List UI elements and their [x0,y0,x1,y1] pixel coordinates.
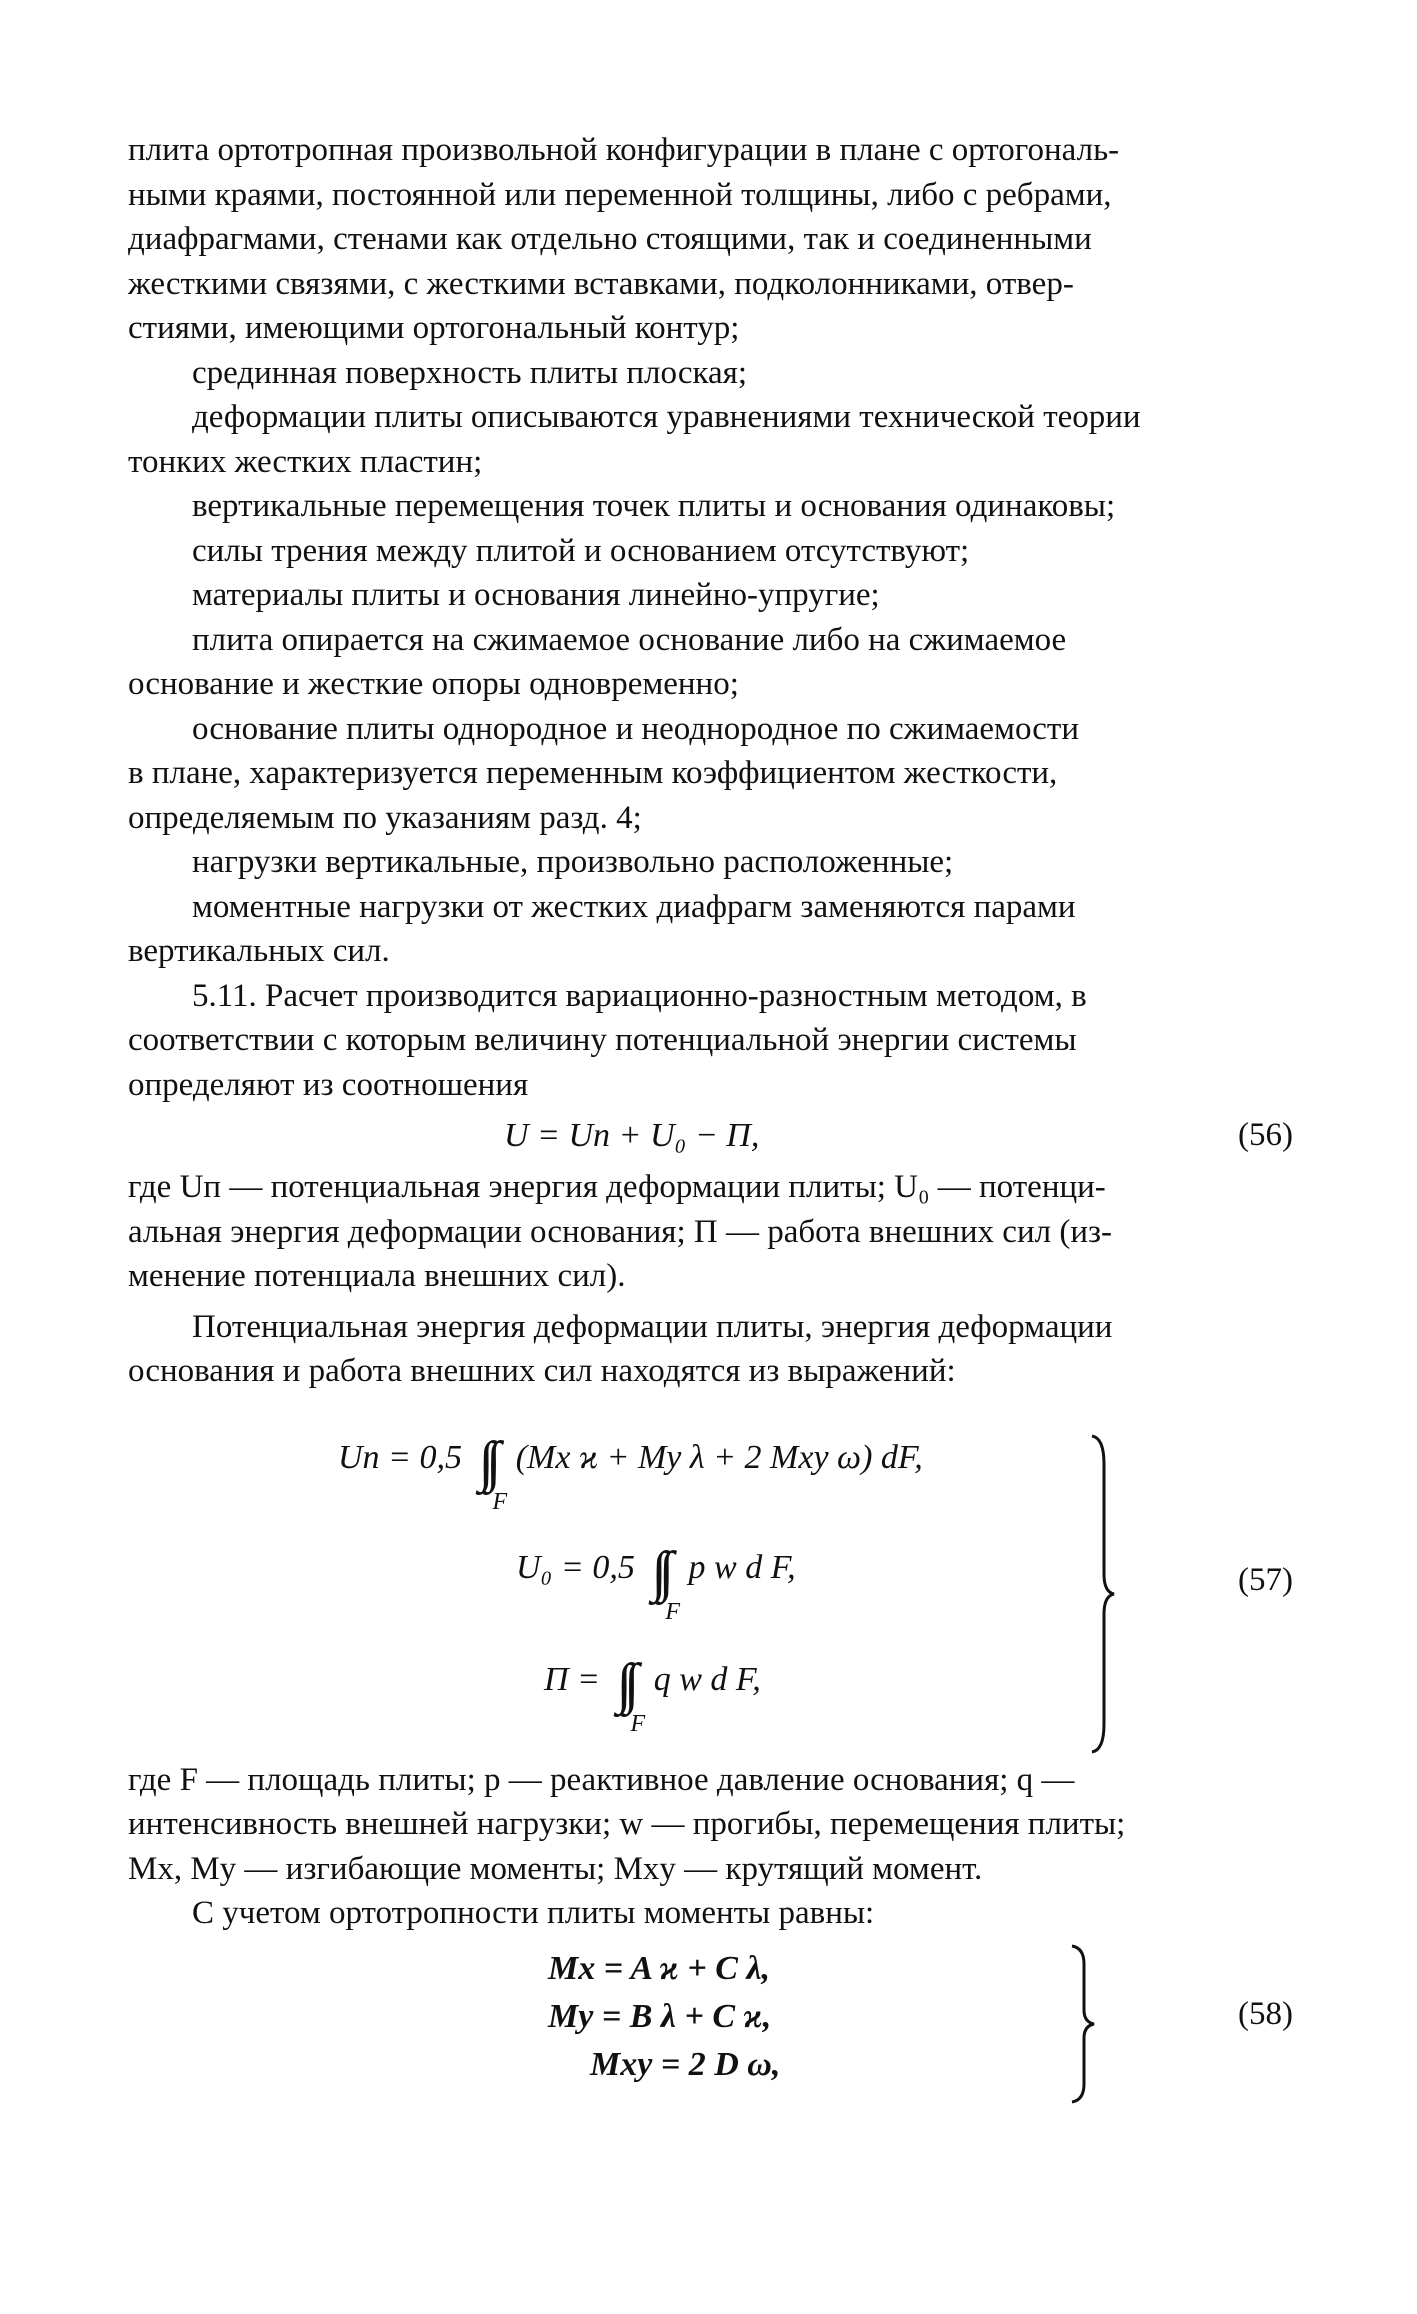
equation-58 [128,1936,1293,2106]
text-line: где F — площадь плиты; p — реактивное давление основания; q — [128,1761,1075,1798]
equation-rhs: q w d F, [653,1660,761,1698]
equation-56 [128,1107,1293,1165]
integral-domain: F [492,1488,508,1515]
paragraph-vertical-displacements: вертикальные перемещения точек плиты и основания одинаковы; [192,488,1116,524]
text-line: определяемым по указаниям разд. 4; [128,799,642,836]
double-integral-symbol: ∫∫ F [616,1652,646,1737]
paragraph-materials: материалы плиты и основания линейно-упругие; [192,577,880,613]
paragraph-middle-surface: срединная поверхность плиты плоская; [192,354,748,391]
text-line: 5.11. Расчет производится вариационно-разностным методом, в [192,977,1087,1014]
equation-number: (57) [1238,1561,1293,1598]
text-line: основание и жесткие опоры одновременно; [128,666,739,702]
equation-number: (58) [1238,1995,1293,2032]
equation-58-line-1: Mx = A ϰ + C λ, [548,1949,771,1987]
paragraph-moment-loads [128,885,1293,974]
text-line: основание плиты однородное и неоднородное по сжимаемости [192,710,1079,747]
right-brace-icon [1088,1434,1118,1754]
double-integral-symbol: ∫∫ F [651,1540,680,1625]
equation-lhs: П = [544,1660,600,1698]
paragraph-notation [128,1758,1293,1892]
paragraph-foundation [128,707,1293,841]
text-line: плита опирается на сжимаемое основание либо на сжимаемое [192,621,1067,658]
text-line: Потенциальная энергия деформации плиты, энергия деформации [192,1308,1113,1345]
paragraph-plate-description [128,128,1293,351]
equation-56-formula: U = Uп + U₀ − П, [504,1117,760,1154]
paragraph-energy-expressions [128,1305,1293,1394]
text-line: определяют из соотношения [128,1066,529,1103]
double-integral-symbol: ∫∫ F [478,1430,508,1515]
text-line: соответствии с которым величину потенциальной энергии системы [128,1022,1077,1058]
text-line: менение потенциала внешних сил). [128,1258,626,1294]
text-line: стиями, имеющими ортогональный контур; [128,310,740,346]
text-line: в плане, характеризуется переменным коэффициентом жесткости, [128,755,1058,791]
equation-57-line-3 [544,1652,761,1737]
equation-57 [128,1394,1293,1758]
text-line: плита ортотропная произвольной конфигурации в плане с ортогональ- [128,132,1120,168]
equation-rhs: p w d F, [688,1548,796,1586]
paragraph-energy-definitions [128,1165,1293,1299]
paragraph-loads: нагрузки вертикальные, произвольно расположенные; [192,844,954,880]
paragraph-section-5-11 [128,974,1293,1108]
equation-lhs: Uп = 0,5 [338,1438,462,1476]
integral-domain: F [665,1598,680,1625]
text-line: жесткими связями, с жесткими вставками, подколонниками, отвер- [128,265,1074,302]
text-line: основания и работа внешних сил находятся из выражений: [128,1353,956,1389]
document-page [128,128,1293,2106]
paragraph-friction: силы трения между плитой и основанием отсутствуют; [192,532,970,569]
text-line: диафрагмами, стенами как отдельно стоящими, так и соединенными [128,221,1092,257]
paragraph-deformations [128,395,1293,484]
text-line: ными краями, постоянной или переменной толщины, либо с ребрами, [128,176,1112,213]
text-line: альная энергия деформации основания; П — работа внешних сил (из- [128,1213,1113,1250]
equation-58-line-2: My = B λ + C ϰ, [548,1997,772,2035]
equation-58-line-3: Mxy = 2 D ω, [590,2045,781,2083]
text-line: интенсивность внешней нагрузки; w — прогибы, перемещения плиты; [128,1806,1126,1842]
text-line: деформации плиты описываются уравнениями технической теории [192,399,1141,435]
paragraph-orthotropy: С учетом ортотропности плиты моменты равны: [192,1895,875,1931]
paragraph-supports [128,618,1293,707]
text-line: вертикальных сил. [128,933,390,969]
equation-57-line-2 [516,1540,796,1625]
equation-lhs: U₀ = 0,5 [516,1548,635,1586]
text-line: тонких жестких пластин; [128,443,483,480]
equation-number: (56) [1238,1117,1293,1153]
text-line: Mx, My — изгибающие моменты; Mxy — крутящий момент. [128,1850,983,1887]
text-line: где Uп — потенциальная энергия деформации плиты; U₀ — потенци- [128,1169,1106,1205]
integral-domain: F [630,1710,646,1737]
equation-rhs: (Mx ϰ + My λ + 2 Mxy ω) dF, [515,1438,923,1476]
right-brace-icon [1068,1944,1098,2104]
text-line: моментные нагрузки от жестких диафрагм заменяются парами [192,888,1076,925]
equation-57-line-1 [338,1430,923,1515]
